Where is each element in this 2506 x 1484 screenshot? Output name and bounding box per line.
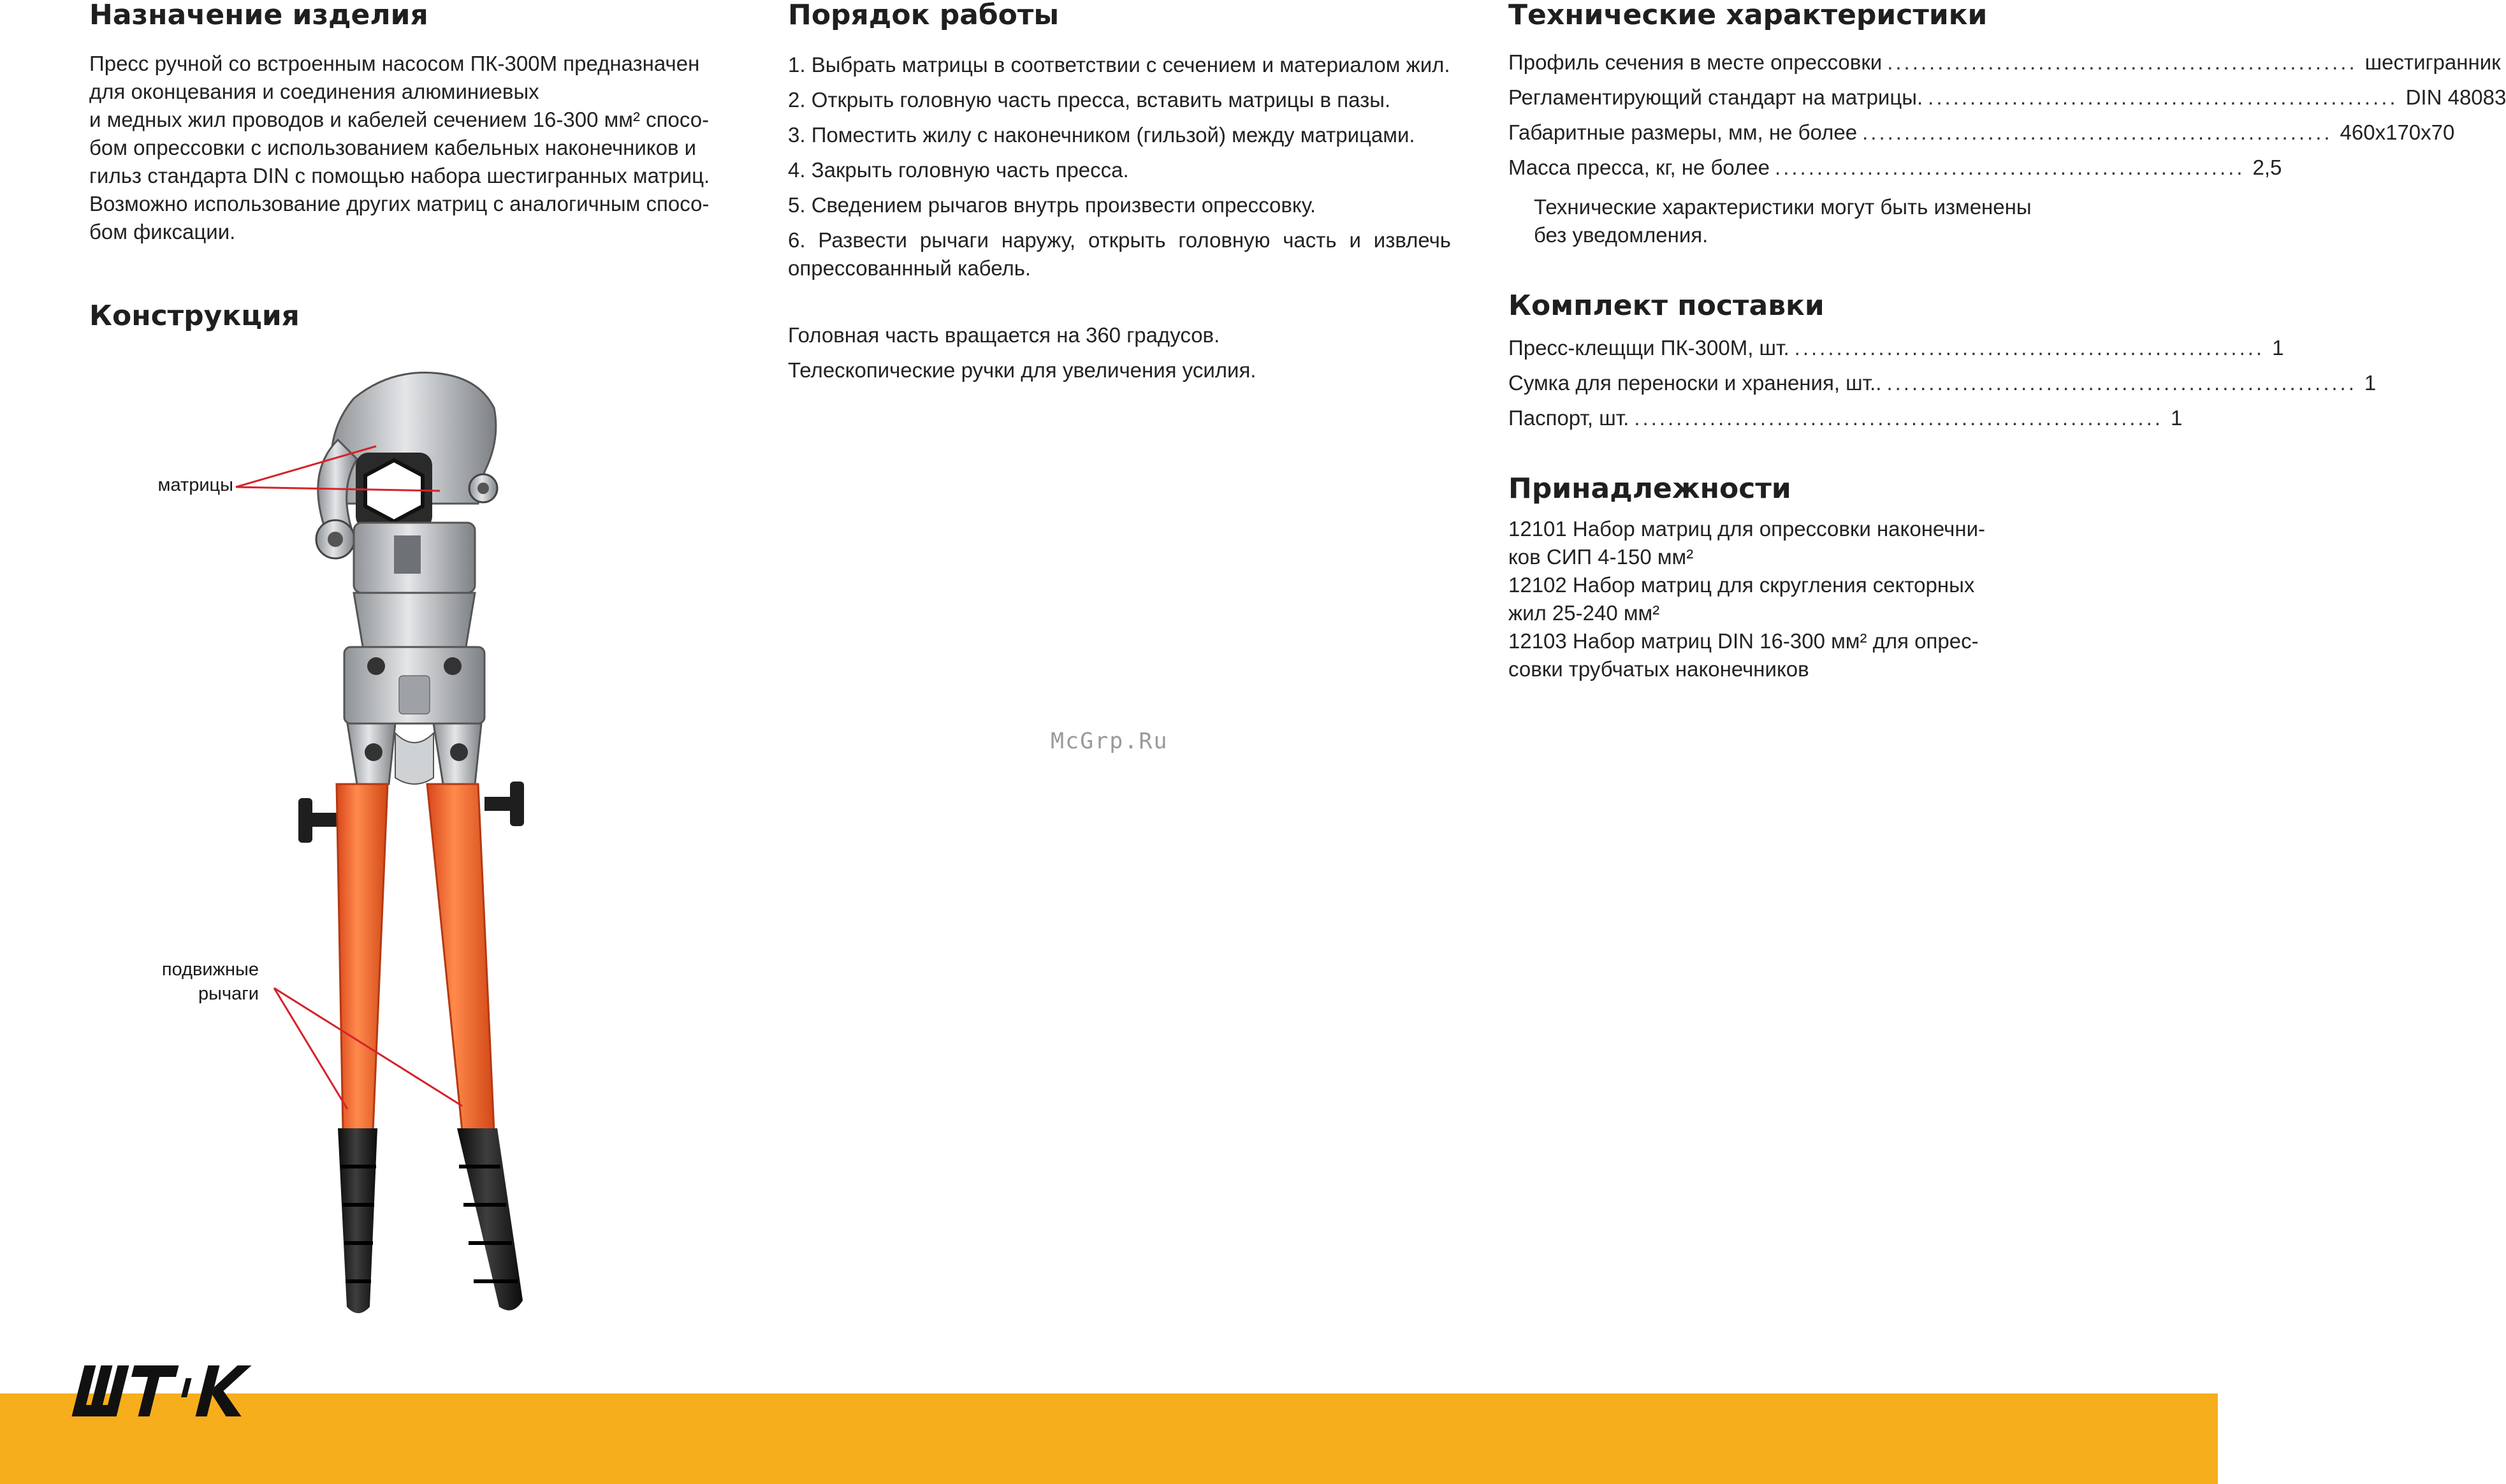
dot-leader: ........................................................ xyxy=(1775,156,2245,179)
procedure-title: Порядок работы xyxy=(788,0,1060,31)
accessory-line: совки трубчатых наконечников xyxy=(1508,657,1809,681)
purpose-line: Возможно использование других матриц с аналогичным спосо- xyxy=(89,192,710,215)
kit-label: Паспорт, шт. xyxy=(1508,406,1629,430)
purpose-line: Пресс ручной со встроенным насосом ПК-300М предназначен xyxy=(89,52,700,75)
callout-dies: матрицы xyxy=(157,475,233,495)
spec-label: Профиль сечения в месте опрессовки xyxy=(1508,50,1883,74)
kit-label: Сумка для переноски и хранения, шт.. xyxy=(1508,371,1882,395)
spec-value: шестигранник xyxy=(2364,50,2501,74)
callout-levers-line1: подвижные xyxy=(161,959,259,980)
watermark: McGrp.Ru xyxy=(1051,729,1169,754)
purpose-line: бом фиксации. xyxy=(89,220,236,244)
procedure-step-6-line1: 6. Развести рычаги наружу, открыть головную часть и извлечь xyxy=(788,228,1451,252)
kit-value: 1 xyxy=(2272,336,2284,360)
procedure-step: 1. Выбрать матрицы в соответствии с сечением и материалом жил. xyxy=(788,53,1450,76)
spec-row xyxy=(1508,115,2455,150)
kit-row xyxy=(1508,330,2284,365)
spec-row xyxy=(1508,80,2506,115)
spec-value: 2,5 xyxy=(2252,156,2282,179)
spec-label: Масса пресса, кг, не более xyxy=(1508,156,1770,179)
specs-title: Технические характеристики xyxy=(1508,0,1988,31)
kit-label: Пресс-клещщи ПК-300М, шт. xyxy=(1508,336,1789,360)
specs-note xyxy=(1534,193,2032,249)
purpose-line: и медных жил проводов и кабелей сечением 16-300 мм² спосо- xyxy=(89,108,710,131)
kit-list xyxy=(1508,330,2377,435)
dot-leader: ........................................................ xyxy=(1862,120,2333,144)
spec-label: Габаритные размеры, мм, не более xyxy=(1508,120,1858,144)
press-head xyxy=(316,373,497,593)
callout-levers xyxy=(115,957,259,1006)
brand-logo xyxy=(71,1362,301,1419)
purpose-line: гильз стандарта DIN с помощью набора шестигранных матриц. xyxy=(89,164,710,187)
press-body xyxy=(344,593,484,784)
note-telescopic: Телескопические ручки для увеличения усилия. xyxy=(788,358,1257,382)
kit-title: Комплект поставки xyxy=(1508,289,1825,322)
callout-levers-line2: рычаги xyxy=(198,984,259,1004)
dot-leader: ........................................................ xyxy=(1928,85,2398,109)
procedure-notes xyxy=(788,317,1256,388)
spec-label: Регламентирующий стандарт на матрицы. xyxy=(1508,85,1923,109)
kit-value: 1 xyxy=(2170,406,2183,430)
footer-band xyxy=(0,1393,2218,1484)
dot-leader: ........................................................ xyxy=(1887,50,2357,74)
accessories-list xyxy=(1508,515,2006,683)
purpose-line: для оконцевания и соединения алюминиевых xyxy=(89,80,539,103)
purpose-title: Назначение изделия xyxy=(89,0,428,31)
accessory-line: ков СИП 4-150 мм² xyxy=(1508,545,1694,569)
accessory-line: 12103 Набор матриц DIN 16-300 мм² для опрес- xyxy=(1508,629,1979,653)
procedure-step: 5. Сведением рычагов внутрь произвести опрессовку. xyxy=(788,193,1316,217)
construction-title: Конструкция xyxy=(89,300,300,332)
note-rotation: Головная часть вращается на 360 градусов. xyxy=(788,323,1220,347)
spec-value: 460x170x70 xyxy=(2340,120,2455,144)
spec-value: DIN 48083 xyxy=(2405,85,2506,109)
procedure-step-6-line2: опрессованнный кабель. xyxy=(788,256,1031,280)
procedure-steps xyxy=(788,47,1451,282)
procedure-step: 3. Поместить жилу с наконечником (гильзой) между матрицами. xyxy=(788,123,1415,147)
dot-leader: ............................................................... xyxy=(1634,406,2163,430)
dot-leader: ........................................................ xyxy=(1886,371,2357,395)
accessories-title: Принадлежности xyxy=(1508,472,1791,505)
accessory-line: 12102 Набор матриц для скругления секторных xyxy=(1508,573,1975,597)
specs-list xyxy=(1508,45,2506,185)
spec-row xyxy=(1508,150,2282,185)
accessory-line: 12101 Набор матриц для опрессовки наконечни- xyxy=(1508,517,1986,541)
left-handle xyxy=(337,784,388,1131)
dot-leader: ........................................................ xyxy=(1794,336,2265,360)
kit-row xyxy=(1508,365,2377,400)
purpose-line: бом опрессовки с использованием кабельных наконечников и xyxy=(89,136,697,159)
specs-note-line1: Технические характеристики могут быть изменены xyxy=(1534,195,2032,219)
right-grip xyxy=(457,1128,523,1311)
accessory-line: жил 25-240 мм² xyxy=(1508,601,1660,625)
kit-value: 1 xyxy=(2364,371,2377,395)
kit-row xyxy=(1508,400,2183,435)
procedure-step: 4. Закрыть головную часть пресса. xyxy=(788,158,1129,182)
purpose-text xyxy=(89,50,739,246)
specs-note-line2: без уведомления. xyxy=(1534,223,1708,247)
press-tool-illustration xyxy=(242,344,599,1332)
right-handle xyxy=(427,784,494,1131)
procedure-step: 2. Открыть головную часть пресса, вставить матрицы в пазы. xyxy=(788,88,1391,112)
spec-row xyxy=(1508,45,2501,80)
left-grip xyxy=(338,1128,377,1313)
